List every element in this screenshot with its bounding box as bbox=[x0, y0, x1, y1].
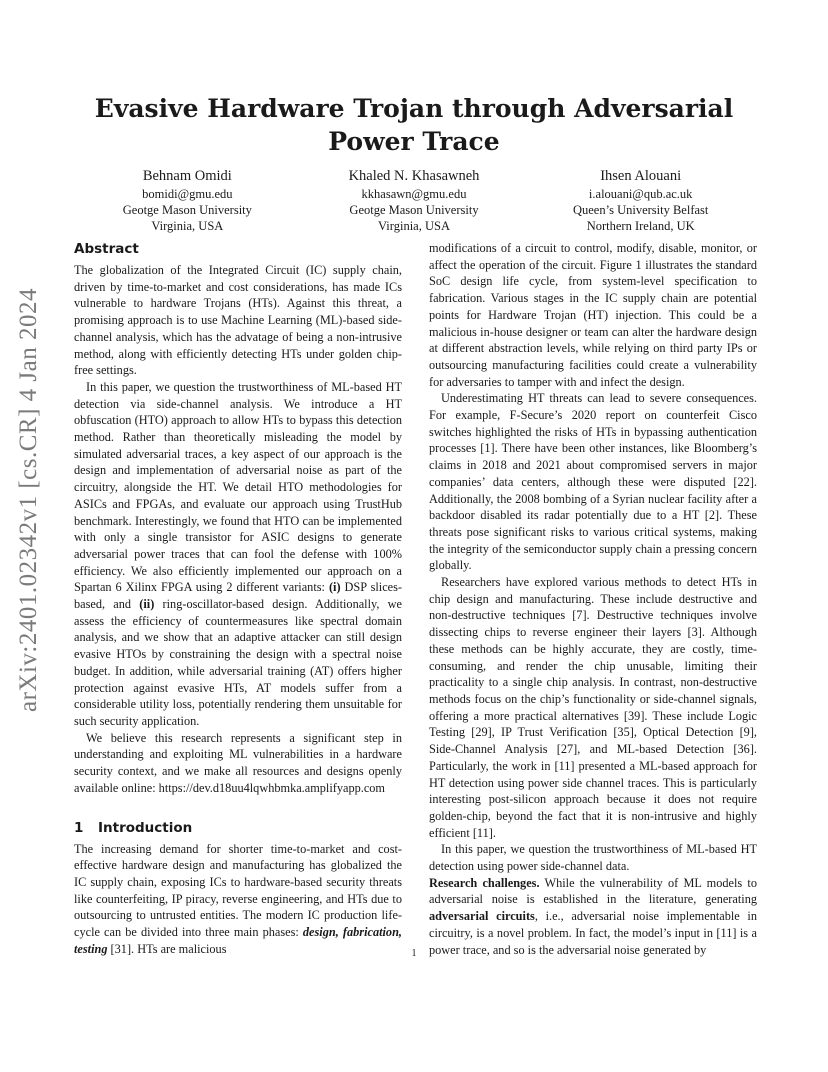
author-location: Virginia, USA bbox=[378, 219, 450, 233]
abstract-text: DSP slices-based, and bbox=[74, 580, 403, 612]
term-emphasis: adversarial circuits bbox=[429, 909, 535, 924]
author-email: kkhasawn@gmu.edu bbox=[361, 187, 467, 201]
abstract-paragraph: The globalization of the Integrated Circuit (IC) supply chain, driven by time-to-market and cost considerations, has made ICs vulnerable to hardware Trojans (HTs). Against this threat, a promising approach is to use Machine Learning (ML)-based side-channel analysis, which has the advatage of being a non-intrusive method, along with efficiently detecting HTs under golden chip-free settings. bbox=[74, 263, 402, 378]
page-number: 1 bbox=[411, 948, 417, 959]
variant-marker: (i) bbox=[328, 580, 341, 595]
body-text: While the vulnerability of ML models to adversarial noise is established in the literature, generating bbox=[429, 875, 757, 907]
author-affiliation: Queen’s University Belfast bbox=[572, 203, 709, 217]
author-name: Khaled N. Khasawneh bbox=[348, 168, 480, 184]
right-column bbox=[429, 240, 757, 958]
author-name: Behnam Omidi bbox=[142, 168, 232, 184]
author-block bbox=[301, 166, 528, 234]
abstract-paragraph bbox=[74, 379, 402, 730]
body-paragraph: modifications of a circuit to control, modify, disable, monitor, or affect the operation of the circuit. Figure 1 illustrates the standard SoC design life cycle, from system-level specification to fabrication. Various stages in the IC supply chain are potential points for Hardware Trojan (HT) injection. This could be a malicious in-house designer or team can alter the hardware design at different abstraction levels, while relying on third party IPs or outsourcing manufacturing facilities could create a vulnerability for adversaries to tamper with and infect the design. bbox=[429, 241, 757, 389]
section-title: Introduction bbox=[98, 819, 193, 836]
body-paragraph: In this paper, we question the trustworthiness of ML-based HT detection using power side-channel data. bbox=[429, 842, 757, 874]
author-email: i.alouani@qub.ac.uk bbox=[588, 187, 693, 201]
section-number: 1 bbox=[74, 819, 84, 836]
phases-emphasis: design, fabrication, testing bbox=[74, 925, 402, 956]
abstract-heading: Abstract bbox=[74, 241, 139, 257]
variant-marker: (ii) bbox=[139, 597, 155, 612]
body-paragraph: Underestimating HT threats can lead to severe consequences. For example, F-Secure’s 2020 report on counterfeit Cisco switches highlighted the risks of HTs in bypassing authentication processes [1]. There have been other instances, like Bloomberg’s claims in 2018 and 2021 about compromised servers in major companies’ data centers, although these were disputed [22]. Additionally, the 2008 bombing of a Syrian nuclear facility after a backdoor disabled its radar potentially due to a HT [2]. These threats pose significant risks to various critical systems, making the integrity of the semiconductor supply chain a pressing concern globally. bbox=[429, 391, 757, 573]
body-paragraph bbox=[429, 875, 757, 959]
body-text: , i.e., adversarial noise implementable in circuitry, is a novel problem. In fact, the model’s input in [11] is a power trace, and so is the adversarial noise generated by bbox=[429, 909, 758, 957]
intro-text: [31]. HTs are malicious bbox=[107, 941, 227, 956]
abstract-text: ring-oscillator-based design. Additionally, we assess the efficiency of countermeasures like spectral domain analysis, and we show that an adaptive attacker can still design evasive HTOs by constraining the design with a spectral noise budget. In addition, while adversarial training (AT) offers higher protection against evasive HTs, AT models suffer from a considerable utility loss, potentially rendering them unsuitable for such security application. bbox=[74, 597, 402, 728]
author-block bbox=[527, 166, 754, 234]
author-name: Ihsen Alouani bbox=[600, 168, 682, 184]
body-paragraph: Researchers have explored various methods to detect HTs in chip design and manufacturing. These include destructive and non-destructive techniques [7]. Destructive techniques involve dissecting chips to reverse engineer their layers [3]. Although these methods can be highly accurate, they are costly, time-consuming, and render the chip unusable, limiting their practicality to a single chip analysis. In contrast, non-destructive methods focus on the chip’s functionality or side-channel signals, offering a more practical alternatives [39]. These include Logic Testing [29], IP Trust Verification [35], Optical Detection [9], Side-Channel Analysis [27], and ML-based Detection [36]. Particularly, the work in [11] presented a ML-based approach for HT detection using power side channel traces. This is particularly interesting post-silicon approach because it does not require golden-chip, beyond the fact that it is non-intrusive and highly efficient [11]. bbox=[429, 575, 757, 840]
intro-paragraph bbox=[74, 841, 402, 958]
abstract-text: In this paper, we question the trustworthiness of ML-based HT detection via side-channel analysis. We introduce a HT obfuscation (HTO) approach to allow HTs to bypass this detection method. Rather than theoretically misleading the model by simulated adversarial traces, a key aspect of our approach is the design and implementation of adversarial noise as part of the circuitry, alongside the HT. We detail HTO methodologies for ASICs and FPGAs, and evaluate our approach using TrustHub benchmark. Interestingly, we found that HTO can be implemented with only a single transistor for ASIC designs to generate adversarial power traces that can fool the defense with 100% efficiency. We also efficiently implemented our approach on a Spartan 6 Xilinx FPGA using 2 different variants: bbox=[74, 379, 402, 595]
author-affiliation: Geotge Mason University bbox=[349, 203, 479, 217]
section-heading bbox=[74, 819, 402, 837]
author-affiliation: Geotge Mason University bbox=[122, 203, 252, 217]
abstract-paragraph: We believe this research represents a significant step in understanding and exploiting ML vulnerabilities in a hardware security context, and we make all resources and designs openly available online: https://dev.d18uu4lqwhbmka.amplifyapp.com bbox=[74, 730, 402, 795]
intro-text: The increasing demand for shorter time-to-market and cost-effective hardware design and manufacturing has globalized the IC supply chain, exposing ICs to hardware-based security threats like counterfeiting, IP piracy, reverse engineering, and HTs due to outsourcing to untrusted entities. The modern IC production life-cycle can be divided into three main phases: bbox=[74, 841, 402, 940]
author-email: bomidi@gmu.edu bbox=[142, 187, 233, 201]
author-block bbox=[74, 166, 301, 234]
author-location: Virginia, USA bbox=[151, 219, 224, 233]
paragraph-lead: Research challenges. bbox=[429, 875, 540, 890]
author-location: Northern Ireland, UK bbox=[586, 219, 695, 233]
author-list bbox=[74, 166, 754, 234]
arxiv-identifier: arXiv:2401.02342v1 [cs.CR] 4 Jan 2024 bbox=[15, 287, 42, 713]
arxiv-stamp bbox=[9, 287, 49, 713]
left-column bbox=[74, 240, 402, 957]
paper-title: Evasive Hardware Trojan through Adversarial Power Trace bbox=[94, 94, 734, 156]
